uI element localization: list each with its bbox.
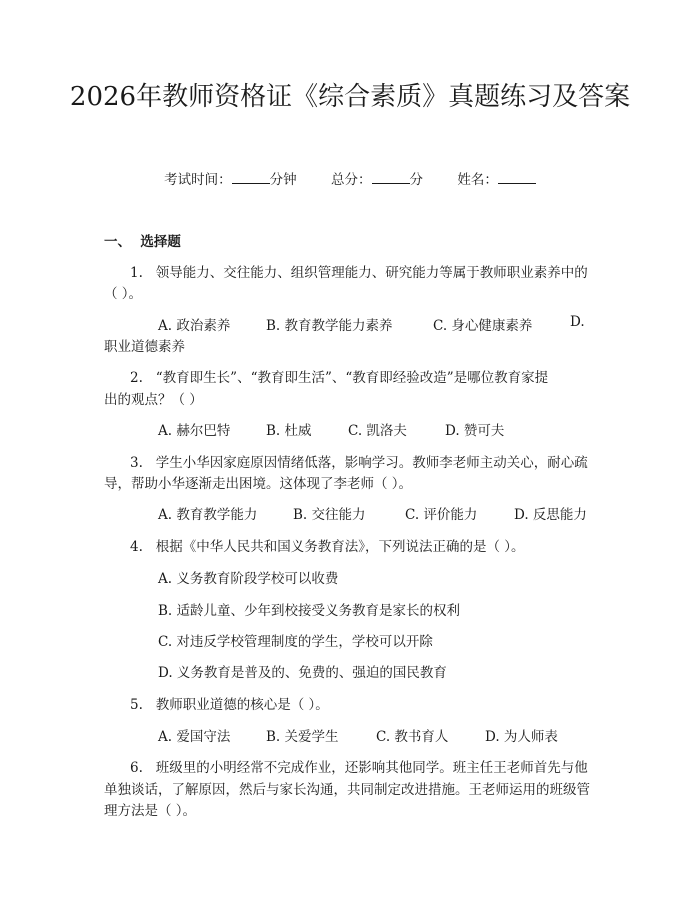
question-4-option-b: B. 适龄儿童、少年到校接受义务教育是家长的权利 xyxy=(158,603,461,619)
exam-meta xyxy=(0,168,700,188)
question-number: 3. xyxy=(130,455,143,471)
question-number: 6. xyxy=(130,760,143,776)
question-1-option-c: C. 身心健康素养 xyxy=(433,318,533,334)
question-1-option-b: B. 教育教学能力素养 xyxy=(266,318,393,334)
time-blank xyxy=(232,171,270,184)
stem-text: 领导能力、交往能力、组织管理能力、研究能力等属于教师职业素养中的 xyxy=(155,265,588,281)
question-5-stem xyxy=(130,693,329,713)
stem-text: “教育即生长”、“教育即生活”、“教育即经验改造”是哪位教育家提 xyxy=(155,370,549,386)
question-5-option-c: C. 教书育人 xyxy=(376,729,449,745)
question-2-option-c: C. 凯洛夫 xyxy=(348,423,407,439)
score-blank xyxy=(372,171,410,184)
stem-text: 班级里的小明经常不完成作业，还影响其他同学。班主任王老师首先与他 xyxy=(155,760,588,776)
question-6-stem-cont-2: 理方法是（ ）。 xyxy=(104,803,197,819)
question-3-stem-cont: 导，帮助小华逐渐走出困境。这体现了李老师（ ）。 xyxy=(104,476,413,492)
stem-text: 根据《中华人民共和国义务教育法》，下列说法正确的是（ ）。 xyxy=(155,539,525,555)
question-1-option-a: A. 政治素养 xyxy=(158,318,231,334)
question-6-stem xyxy=(130,756,588,776)
question-2-option-a: A. 赫尔巴特 xyxy=(158,423,231,439)
time-label: 考试时间： xyxy=(164,172,232,188)
question-3-option-b: B. 交往能力 xyxy=(293,507,366,523)
question-4-stem xyxy=(130,535,525,555)
question-5-option-d: D. 为人师表 xyxy=(485,729,558,745)
question-1-option-d-text: 职业道德素养 xyxy=(104,339,185,355)
question-4-option-d: D. 义务教育是普及的、免费的、强迫的国民教育 xyxy=(158,665,447,681)
name-blank xyxy=(498,171,536,184)
question-2-stem xyxy=(130,366,548,386)
question-3-stem xyxy=(130,451,588,471)
score-label: 总分： xyxy=(331,172,372,188)
question-3-option-d: D. 反思能力 xyxy=(514,507,587,523)
question-2-option-b: B. 杜威 xyxy=(266,423,312,439)
score-unit: 分 xyxy=(409,172,423,188)
question-2-option-d: D. 赞可夫 xyxy=(445,423,505,439)
stem-text: 学生小华因家庭原因情绪低落，影响学习。教师李老师主动关心，耐心疏 xyxy=(155,455,588,471)
question-3-option-a: A. 教育教学能力 xyxy=(158,507,258,523)
question-number: 4. xyxy=(130,539,143,555)
section-heading: 一、 选择题 xyxy=(104,234,181,250)
question-5-option-a: A. 爱国守法 xyxy=(158,729,231,745)
question-5-option-b: B. 关爱学生 xyxy=(266,729,339,745)
question-3-option-c: C. 评价能力 xyxy=(405,507,478,523)
question-1-option-d: D. xyxy=(570,314,585,330)
question-number: 1. xyxy=(130,265,143,281)
time-unit: 分钟 xyxy=(269,172,297,188)
question-1-stem xyxy=(130,261,588,281)
question-4-option-a: A. 义务教育阶段学校可以收费 xyxy=(158,571,339,587)
question-1-stem-cont: （ ）。 xyxy=(104,286,143,302)
question-2-stem-cont: 出的观点？（ ） xyxy=(104,392,203,408)
question-6-stem-cont: 单独谈话，了解原因，然后与家长沟通，共同制定改进措施。王老师运用的班级管 xyxy=(104,782,590,798)
question-number: 2. xyxy=(130,370,143,386)
name-label: 姓名： xyxy=(457,172,498,188)
question-4-option-c: C. 对违反学校管理制度的学生，学校可以开除 xyxy=(158,634,433,650)
page-title: 2026年教师资格证《综合素质》真题练习及答案 xyxy=(69,82,631,112)
question-number: 5. xyxy=(130,697,143,713)
stem-text: 教师职业道德的核心是（ ）。 xyxy=(155,697,329,713)
